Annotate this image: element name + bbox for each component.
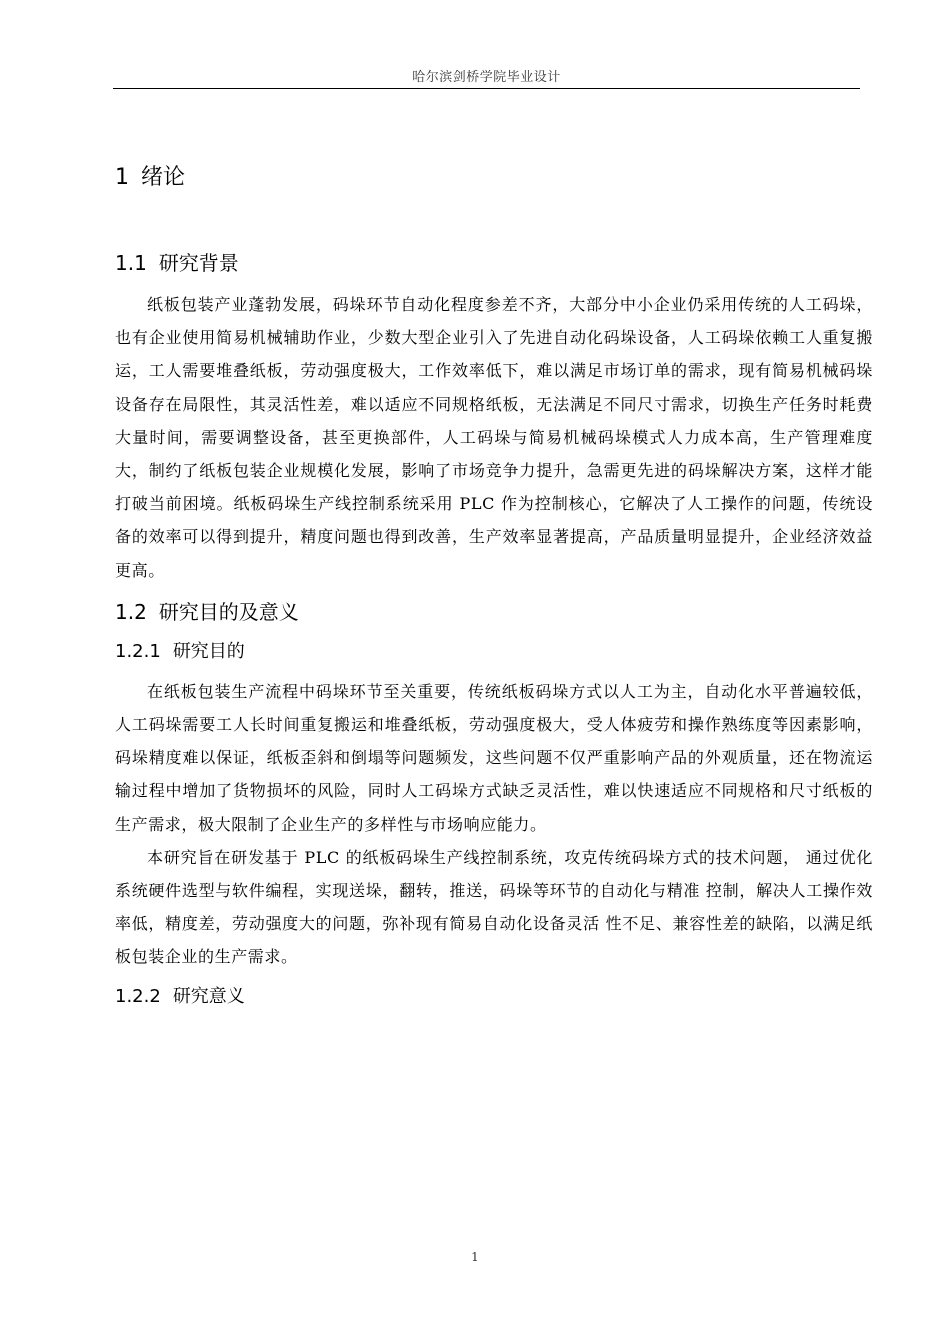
chapter-title: 绪论 [141, 165, 186, 190]
subsection-title: 研究目的 [172, 640, 245, 662]
header-rule [113, 88, 860, 89]
section-title: 研究目的及意义 [158, 599, 299, 624]
section-number: 1.2 [115, 599, 147, 624]
section-number: 1.1 [115, 251, 147, 275]
section-heading-1-1 [115, 246, 873, 280]
page-header: 哈尔滨剑桥学院毕业设计 [412, 70, 561, 85]
subsection-number: 1.2.2 [115, 985, 161, 1007]
subsection-title: 研究意义 [172, 985, 245, 1007]
paragraph-background: 纸板包装产业蓬勃发展，码垛环节自动化程度参差不齐，大部分中小企业仍采用传统的人工码垛，也有企业使用简易机械辅助作业，少数大型企业引入了先进自动化码垛设备，人工码垛依赖工人重复搬运，工人需要堆叠纸板，劳动强度极大，工作效率低下，难以满足市场订单的需求，现有简易机械码垛设备存在局限性，其灵活性差，难以适应不同规格纸板，无法满足不同尺寸需求，切换生产任务时耗费大量时间，需要调整设备，甚至更换部件，人工码垛与简易机械码垛模式人力成本高，生产管理难度大，制约了纸板包装企业规模化发展，影响了市场竞争力提升，急需更先进的码垛解决方案，这样才能打破当前困境。纸板码垛生产线控制系统采用 PLC 作为控制核心，它解决了人工操作的问题，传统设备的效率可以得到提升，精度问题也得到改善，生产效率显著提高，产品质量明显提升，企业经济效益更高。 [115, 295, 873, 580]
subsection-heading-1-2-1 [115, 637, 873, 667]
chapter-number: 1 [115, 165, 129, 190]
paragraph-purpose-1: 在纸板包装生产流程中码垛环节至关重要，传统纸板码垛方式以人工为主，自动化水平普遍较低，人工码垛需要工人长时间重复搬运和堆叠纸板，劳动强度极大，受人体疲劳和操作熟练度等因素影响，码垛精度难以保证，纸板歪斜和倒塌等问题频发，这些问题不仅严重影响产品的外观质量，还在物流运输过程中增加了货物损坏的风险，同时人工码垛方式缺乏灵活性，难以快速适应不同规格和尺寸纸板的生产需求，极大限制了企业生产的多样性与市场响应能力。 [115, 681, 873, 834]
subsection-number: 1.2.1 [115, 640, 161, 662]
paragraph-purpose-2: 本研究旨在研发基于 PLC 的纸板码垛生产线控制系统，攻克传统码垛方式的技术问题， 通过优化系统硬件选型与软件编程，实现送垛，翻转，推送，码垛等环节的自动化与精准 控制，解决人工操作效率低，精度差，劳动强度大的问题，弥补现有简易自动化设备灵活 性不足、兼容性差的缺陷，以满足纸板包装企业的生产需求。 [115, 847, 873, 967]
chapter-heading [115, 160, 873, 196]
page-number: 1 [471, 1250, 479, 1264]
subsection-heading-1-2-2 [115, 982, 873, 1012]
section-title: 研究背景 [158, 251, 239, 275]
page-content [115, 160, 873, 1020]
section-heading-1-2 [115, 595, 873, 629]
